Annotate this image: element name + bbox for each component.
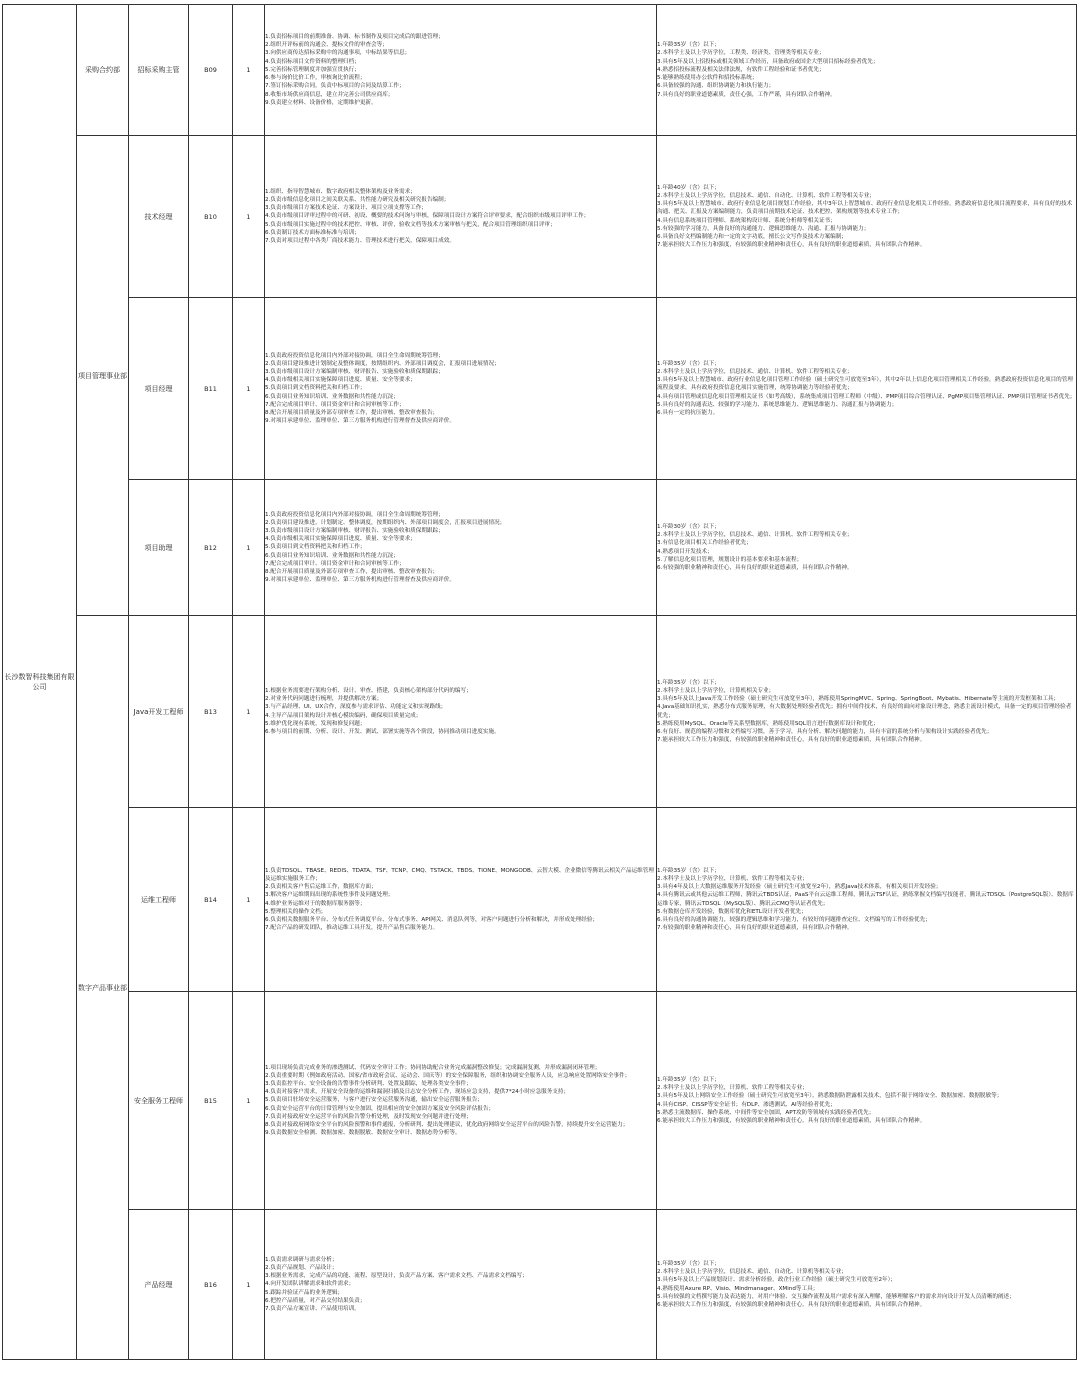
- list-item: 7.能承担较大工作压力和强度，有较强的职业精神和责任心，具有良好的职业道德素质，具有团队合作精神。: [657, 737, 926, 744]
- list-item: 5.有较强的学习能力，具备良好的沟通能力、逻辑思维能力、沟通、汇报与协调能力；: [657, 225, 870, 232]
- list-item: 1.年龄35岁（含）以下；: [657, 679, 720, 686]
- list-item: 4.具有CISP、CISSP等安全证书；有DLP、渗透测试、AI等经验者优先；: [657, 1101, 836, 1108]
- list-item: 4.熟悉招投标流程及相关法律法规，有软件工程经验和证书者优先；: [657, 66, 825, 73]
- list-item: 3.向供应商传达招标采购中的沟通事项，中标结果等信息；: [265, 50, 411, 57]
- table-row: [3, 5, 1077, 136]
- headcount: 1: [246, 1096, 251, 1105]
- position-code: B09: [204, 66, 217, 74]
- list-item: 2.负责产品规划、产品设计；: [265, 1264, 338, 1271]
- headcount: 1: [246, 212, 251, 221]
- requirements-list: [657, 867, 1076, 933]
- duties-cell: [265, 136, 657, 298]
- list-item: 2.负责项目建设推进计划制定及整体调度，按期组织内、外部项目调度会，汇报项目进展情况；: [265, 360, 500, 367]
- list-item: 4.具有信息系统项目管理师、系统架构设计师、系统分析师等相关证书；: [657, 217, 836, 224]
- list-item: 5.整理相关的操作文档；: [265, 908, 327, 915]
- table-row: [3, 616, 1077, 808]
- list-item: 5.完善招标管理制度并加强宣贯执行；: [265, 66, 360, 73]
- department-name: 采购合约部: [85, 66, 120, 74]
- position-title: 产品经理: [144, 1280, 173, 1289]
- list-item: 1.负责政府投资信息化项目内外部对接协调，项目全生命周期统筹管理；: [265, 511, 444, 518]
- duties-list: [265, 33, 656, 107]
- headcount-cell: [233, 616, 265, 808]
- list-item: 4.负责市级项目评审过程中的可研、初设、概要的技术问询与审核，保障项目设计方案符合评审要求，配合组织市级项目评审工作；: [265, 213, 590, 220]
- table-body: [3, 5, 1077, 1360]
- list-item: 1.年龄35岁（含）以下；: [657, 42, 720, 49]
- position-title: 运维工程师: [141, 895, 176, 904]
- duties-cell: [265, 992, 657, 1210]
- duties-cell: [265, 480, 657, 616]
- position-code-cell: [189, 136, 233, 298]
- duties-list: [265, 188, 656, 245]
- list-item: 4.负责招标项目文件资料的整理归档；: [265, 58, 360, 65]
- headcount-cell: [233, 480, 265, 616]
- list-item: 4.熟悉项目开发技术；: [657, 548, 713, 555]
- list-item: 5.熟练使用MySQL、Oracle等关系型数据库，熟练使用SQL语言进行数据库设计和优化；: [657, 720, 879, 727]
- headcount-cell: [233, 992, 265, 1210]
- list-item: 7.能承担较大工作压力和强度，有较强的职业精神和责任心，具有良好的职业道德素质，具有团队合作精神。: [657, 242, 926, 249]
- list-item: 3.负责监控平台、安全设备的告警事件分析研判、处置及跟踪，处理各类安全事件；: [265, 1080, 472, 1087]
- department-name: 项目管理事业部: [78, 371, 127, 380]
- table-row: [3, 136, 1077, 298]
- list-item: 4.主导产品项目架构设计并核心模块编码，确保项目质量完成；: [265, 712, 422, 719]
- requirements-cell: [657, 1210, 1077, 1360]
- position-code: B14: [204, 895, 217, 904]
- requirements-list: [657, 41, 1076, 98]
- list-item: 5.负责项目驻场安全运营服务，与客户进行安全运营服务沟通，输出安全运营服务报告；: [265, 1097, 483, 1104]
- list-item: 2.负责重要时期（例如政府活动、国家/省市政府会议、运动会、国庆等）的安全保障服务，组织和协调安全服务人员，应急响应处置网络安全事件；: [265, 1072, 631, 1079]
- table-row: [3, 808, 1077, 992]
- department-cell: [77, 616, 129, 1360]
- list-item: 9.负责建立材料、设备价格，定期维护更新。: [265, 99, 377, 106]
- company-cell: [3, 5, 77, 1360]
- position-code: B15: [204, 1096, 217, 1105]
- position-title: 项目助理: [144, 543, 173, 552]
- position-title-cell: [129, 480, 189, 616]
- position-code-cell: [189, 992, 233, 1210]
- list-item: 1.根据业务需要进行架构分析、设计、审查、搭建，负责核心架构部分代码的编写；: [265, 687, 472, 694]
- list-item: 2.本科学士及以上学历学位，工程类、经济类、管理类等相关专业；: [657, 50, 825, 57]
- position-title-cell: [129, 808, 189, 992]
- duties-cell: [265, 1210, 657, 1360]
- list-item: 6.负责项目业务知识培训、业务数据和共性能力沉淀；: [265, 393, 399, 400]
- list-item: 9.对项目承建单位、监理单位、第三方服务机构进行管理督查及供应商评价。: [265, 418, 455, 425]
- requirements-cell: [657, 480, 1077, 616]
- position-code-cell: [189, 480, 233, 616]
- list-item: 5.具有良好的沟通表达、较强的学习能力、系统思维能力、逻辑思维能力、沟通汇报与协调能力；: [657, 401, 898, 408]
- list-item: 3.解决客户运维期间出现的系统性事件及问题处理；: [265, 892, 394, 899]
- list-item: 7.负责对接政府安全运营平台的风险告警分析处理，及时发现安全问题并进行处理；: [265, 1113, 472, 1120]
- duties-list: [265, 1064, 656, 1138]
- position-code-cell: [189, 5, 233, 136]
- list-item: 1.项目现场负责完成业务的渗透测试、代码安全审计工作；协同协助配合业务完成漏洞整改修复；完成漏洞复测，并形成漏洞闭环管理；: [265, 1064, 601, 1071]
- list-item: 2.本科学士及以上学历学位，计算机、软件工程等相关专业；: [657, 875, 808, 882]
- list-item: 3.具有5年及以上智慧城市、政府行业信息化项目规划工作经验，其中3年以上智慧城市、政府行业信息化相关工作经验，熟悉政府信息化项目流程要求，具有良好的技术沟通、把关、汇报及方案编制能力，负责项目前期技术论证、技术把控、架构规划等技术专业工作；: [657, 201, 1073, 216]
- position-title: 技术经理: [144, 212, 173, 221]
- position-title-cell: [129, 136, 189, 298]
- list-item: 6.有较强的职业精神和责任心，具有良好的职业道德素质，具有团队合作精神。: [657, 564, 853, 571]
- list-item: 4.负责对接客户需求，开展安全设备的运维和漏洞扫描及日志安全分析工作，现场应急支持，提供7*24小时应急服务支持；: [265, 1089, 570, 1096]
- requirements-list: [657, 360, 1076, 417]
- list-item: 4.负责市级相关项目实施保障项目进度、质量、安全等要求；: [265, 536, 416, 543]
- list-item: 3.有信息化项目相关工作经验者优先；: [657, 540, 752, 547]
- list-item: 8.配合开展项目质量及外部专项审查工作，提出审核、整改审查报告；: [265, 569, 439, 575]
- requirements-cell: [657, 992, 1077, 1210]
- list-item: 9.负责数据安全检测、数据加密、数据脱敏、数据安全审计、数据态势分析等。: [265, 1130, 461, 1137]
- list-item: 4.负责市级相关项目实施保障项目进度、质量、安全等要求；: [265, 377, 416, 384]
- table-row: [3, 1210, 1077, 1360]
- department-cell: [77, 136, 129, 616]
- list-item: 1.负责政府投资信息化项目内外部对接协调，项目全生命周期统筹管理；: [265, 352, 444, 359]
- position-title: 安全服务工程师: [134, 1096, 183, 1105]
- list-item: 5.熟悉主流数据库、操作系统、中间件等安全加固，APT攻防等领域有实践经验者优先；: [657, 1109, 875, 1116]
- list-item: 2.组织开评标前的沟通会、提标文件的审查会等；: [265, 42, 388, 49]
- table-row: [3, 298, 1077, 480]
- duties-cell: [265, 298, 657, 480]
- headcount: 1: [246, 384, 251, 393]
- list-item: 1.年龄35岁（含）以下；: [657, 1076, 720, 1083]
- position-code: B10: [204, 212, 217, 221]
- list-item: 5.具有较强的文档撰写能力及表达能力，对用户体验、交互操作流程及用户需求有深入理解，能够理解客户的需求并向设计开发人员清晰的阐述；: [657, 1293, 1015, 1300]
- requirements-list: [657, 523, 1076, 572]
- list-item: 2.本科学士及以上学历学位，信息技术、通信、计算机、软件工程等相关专业；: [657, 368, 853, 375]
- position-title-cell: [129, 298, 189, 480]
- headcount-cell: [233, 136, 265, 298]
- list-item: 3.具有5年及以上产品规划设计、需求分析经验，政企行业工作经验（硕士研究生可放宽至2年）；: [657, 1277, 896, 1284]
- position-code-cell: [189, 616, 233, 808]
- company-name: 长沙数智科技集团有限公司: [4, 673, 75, 691]
- department-cell: [77, 5, 129, 136]
- list-item: 2.本科学士及以上学历学位，计算机相关专业；: [657, 687, 775, 694]
- list-item: 6.负责项目业务知识培训、业务数据和共性能力沉淀；: [265, 552, 399, 559]
- requirements-cell: [657, 616, 1077, 808]
- list-item: 1.负责需求调研与需求分析；: [265, 1256, 338, 1263]
- list-item: 2.本科学士及以上学历学位，信息技术、通信、计算机、软件工程等相关专业；: [657, 532, 853, 539]
- headcount: 1: [246, 707, 251, 716]
- list-item: 2.负责项目建设推进，计划制定、整体调度，按期组织内、外部项目调度会，汇报项目进展情况；: [265, 519, 506, 526]
- list-item: 1.年龄35岁（含）以下；: [657, 1260, 720, 1267]
- list-item: 1.年龄35岁（含）以下；: [657, 867, 720, 874]
- position-title-cell: [129, 992, 189, 1210]
- headcount: 1: [246, 1280, 251, 1289]
- headcount: 1: [246, 895, 251, 904]
- headcount: 1: [246, 543, 251, 552]
- duties-cell: [265, 5, 657, 136]
- list-item: 6.能承担较大工作压力和强度，有较强的职业精神和责任心，具有良好的职业道德素质，具有团队合作精神。: [657, 1117, 926, 1124]
- list-item: 6.负责安全运营平台的日常管理与安全加固，提出相应的安全加固方案及安全风险评估报告；: [265, 1105, 495, 1112]
- headcount-cell: [233, 1210, 265, 1360]
- list-item: 1.负责TDSQL、TBASE、REDIS、TDATA、TSF、TCNP、CMQ、TSTACK、TBDS、TIONE、MONGODB、云智大模、企业微信等腾讯云相关产品运维管理及运维实施服务工作；: [265, 867, 654, 882]
- position-code-cell: [189, 298, 233, 480]
- position-code: B11: [204, 384, 217, 393]
- requirements-list: [657, 1260, 1076, 1309]
- requirements-cell: [657, 298, 1077, 480]
- position-title-cell: [129, 616, 189, 808]
- position-code: B13: [204, 707, 217, 716]
- list-item: 6.有良好、规范的编程习惯和文档编写习惯，善于学习，具有分析、解决问题的能力，具有丰富的系统分析与架构设计实践经验者优先；: [657, 728, 993, 735]
- list-item: 5.负责项目到文档资料把关和归档工作；: [265, 544, 366, 551]
- table-row: [3, 992, 1077, 1210]
- list-item: 2.本科学士及以上学历学位，信息技术、通信、自动化、计算机等相关专业；: [657, 1269, 847, 1276]
- list-item: 4.Java基础知识扎实，熟悉分布式服务原理，有大数据处理经验者优先；拥有中间件技术，有良好的面向对象设计理念，熟悉主流设计模式，具备一定的项目管理经验者优先；: [657, 704, 1072, 719]
- position-code: B16: [204, 1280, 217, 1289]
- list-item: 4.向开发团队讲解需求和软件需求；: [265, 1281, 355, 1288]
- duties-cell: [265, 616, 657, 808]
- position-title: Java开发工程师: [133, 707, 184, 716]
- list-item: 8.收集市场供应商信息，建立并完善公司供应商库；: [265, 91, 394, 98]
- list-item: 3.与产品经理、UI、UX合作，深度参与需求评估、功能定义和实现路线；: [265, 704, 447, 711]
- list-item: 7.签订招标采购合同，负责中标项目的合同及结算工作；: [265, 83, 405, 90]
- list-item: 3.负责市级项目设计方案编制审核、财评报告、实施验收和质保期跟踪；: [265, 527, 444, 534]
- list-item: 7.负责对项目过程中各类厂商技术能力、管理技术进行把关，保障项目成效。: [265, 238, 455, 244]
- requirements-cell: [657, 136, 1077, 298]
- position-code-cell: [189, 808, 233, 992]
- list-item: 5.能够熟练使用办公软件和招投标系统；: [657, 75, 758, 82]
- list-item: 6.具有良好的沟通协调能力，较强的逻辑思维和学习能力，有较好的问题排查定位、文档编写的工作经验优先；: [657, 916, 931, 923]
- list-item: 2.本科学士及以上学历学位，计算机、软件工程等相关专业；: [657, 1085, 808, 1092]
- list-item: 2.对业务代码问题进行梳理，并提供解决方案；: [265, 696, 383, 703]
- list-item: 7.配合产品的研发团队，推动运维工具开发，提升产品售后服务能力。: [265, 925, 439, 932]
- list-item: 7.负责产品方案宣讲、产品使用培训。: [265, 1306, 360, 1312]
- list-item: 5.负责市级项目实施过程中的技术把控、审核、评价，验收文档等技术方案审核与把关，配合项目管理组织项目评审；: [265, 221, 556, 228]
- position-code: B12: [204, 543, 217, 552]
- list-item: 3.具有5年及以上智慧城市、政府行业信息化项目管理工作经验（硕士研究生可放宽至3年），其中2年以上信息化项目管理相关工作经验，熟悉政府投资信息化项目的管理流程及要求，具有政府投资信息化项目实施管理，统筹协调能力等经验者优先；: [657, 377, 1073, 392]
- list-item: 4.具有项目管理或信息化项目管理相关证书（如考高级），系统集成项目管理工程师（中级）、PMP项目综合管理认证、PgMP项目集管理认证、PMP项目管理证书者优先；: [657, 393, 1076, 400]
- list-item: 3.具有4年及以上大数据运维服务开发经验（硕士研究生可放宽至2年），熟悉Java技术体系，有相关项目开发经验；: [657, 884, 942, 891]
- position-title: 项目经理: [144, 384, 173, 393]
- list-item: 6.把控产品质量，对产品交付结果负责；: [265, 1297, 366, 1304]
- list-item: 2.负责相关客户售后运维工作，数据库方面；: [265, 884, 377, 891]
- list-item: 9.对项目承建单位、监理单位、第三方服务机构进行管理督查及供应商评价。: [265, 577, 455, 584]
- list-item: 7.配合完成项目审计、项目资金审计和合同审核等工作；: [265, 401, 405, 408]
- list-item: 6.能承担较大工作压力和强度，有较强的职业精神和责任心，具有良好的职业道德素质，具有团队合作精神。: [657, 1301, 926, 1308]
- list-item: 7.有较强的职业精神和责任心，具有良好的职业道德素质，具有团队合作精神。: [657, 925, 853, 932]
- list-item: 3.具有5年及以上招投标或相关领域工作经历，具备政府或国企大型项目招标经验者优先；: [657, 58, 879, 65]
- list-item: 6.负责制订技术方面标准标准与培训；: [265, 229, 360, 236]
- list-item: 3.负责市级项目设计方案编制审核、财评报告、实施验收和质保期跟踪；: [265, 368, 444, 375]
- list-item: 5.维护优化现有系统，发现和修复问题；: [265, 720, 366, 727]
- duties-list: [265, 1256, 656, 1313]
- table-row: [3, 480, 1077, 616]
- list-item: 6.参与询价比价工作，审核询比价流程；: [265, 75, 366, 82]
- requirements-list: [657, 679, 1076, 745]
- headcount-cell: [233, 808, 265, 992]
- department-name: 数字产品事业部: [78, 983, 127, 992]
- position-title-cell: [129, 1210, 189, 1360]
- duties-cell: [265, 808, 657, 992]
- duties-list: [265, 511, 656, 585]
- list-item: 1.负责招标项目的前期准备、协调、标书制作及项目完成后的跟进管理；: [265, 34, 444, 41]
- list-item: 2.负责市级信息化项目之间关联关系、共性能力研究及相关研究报告编制；: [265, 196, 450, 203]
- list-item: 3.根据业务需求，完成产品的功能、流程、原型设计，负责产品方案、客户需求文档、产品需求文档编写；: [265, 1273, 528, 1280]
- duties-list: [265, 687, 656, 736]
- position-code-cell: [189, 1210, 233, 1360]
- position-title-cell: [129, 5, 189, 136]
- list-item: 7.具有良好的职业道德素质，责任心强，工作严谨，具有团队合作精神。: [657, 91, 836, 98]
- list-item: 6.负责相关数据服务平台、分布式任务调度平台、分布式事务、API网关、消息队列等，对客户问题进行分析和解决，并形成处理经验；: [265, 916, 599, 923]
- list-item: 4.维护业务运维对于的数据库服务器等；: [265, 900, 366, 907]
- headcount-cell: [233, 5, 265, 136]
- requirements-list: [657, 184, 1076, 250]
- headcount-cell: [233, 298, 265, 480]
- list-item: 1.组织、指导智慧城市、数字政府相关整体架构及业务需求；: [265, 188, 416, 195]
- list-item: 5.了解信息化项目管理，规划设计的基本要求和基本流程；: [657, 556, 803, 563]
- list-item: 6.具备良好文档编制能力和一定的文字功底，擅长公文写作及技术方案编制；: [657, 233, 847, 240]
- list-item: 8.负责对接政府网络安全平台的风险预警和事件通报，分析研判、提出处理建议，优化政府网络安全运营平台的风险告警，持续提升安全运营能力；: [265, 1122, 629, 1128]
- duties-list: [265, 352, 656, 426]
- requirements-cell: [657, 808, 1077, 992]
- list-item: 7.配合完成项目审计、项目资金审计和合同审核等工作；: [265, 560, 405, 567]
- list-item: 1.年龄30岁（含）以下；: [657, 523, 720, 530]
- list-item: 5.负责项目到文档资料把关和归档工作；: [265, 385, 366, 392]
- list-item: 3.负责市级项目方案技术论证、方案设计、项目立项支撑等工作；: [265, 205, 427, 212]
- position-title: 招标采购主管: [137, 66, 180, 74]
- list-item: 3.具有5年及以上Java开发工作经验（硕士研究生可放宽至3年），熟练使用SpringMVC、Spring、SpringBoot、Mybatis、Hibernate等主流的开发框架和工具；: [657, 696, 1060, 703]
- list-item: 5.跟踪并验证产品的业务逻辑；: [265, 1289, 344, 1296]
- headcount: 1: [246, 66, 251, 74]
- list-item: 5.有数据仓库开发经验，数据库优化和ETL设计开发者优先；: [657, 908, 807, 915]
- list-item: 6.具有一定的抗压能力。: [657, 410, 719, 416]
- list-item: 1.年龄40岁（含）以下；: [657, 184, 720, 191]
- list-item: 8.配合开展项目质量及外部专项审查工作，提出审核、整改审查报告；: [265, 410, 439, 416]
- recruitment-table: [2, 4, 1077, 1360]
- list-item: 2.本科学士及以上学历学位，信息技术、通信、自动化、计算机、软件工程等相关专业；: [657, 192, 875, 199]
- duties-list: [265, 867, 656, 933]
- list-item: 3.具有5年及以上网络安全工作经验（硕士研究生可放宽至3年），熟悉数据防泄露相关技术，包括不限于网络安全、数据加密、数据脱敏等；: [657, 1093, 1003, 1100]
- list-item: 6.参与项目的前期、分析、设计、开发、测试、部署实施等各个阶段，协同推动项目进度实施。: [265, 728, 500, 735]
- list-item: 6.具备较强的沟通、组织协调能力和执行能力；: [657, 83, 775, 90]
- requirements-cell: [657, 5, 1077, 136]
- requirements-list: [657, 1076, 1076, 1125]
- list-item: 4.具有腾讯云或其他云运维工程师，腾讯云TBDS认证，PaaS平台云运维工程师，腾讯云TSF认证，熟练掌握文档编写技能者，腾讯云TDSQL（PostgreSQL版）、数据库运维专家，腾讯云TDSQL（MySQL版）、腾讯云CMQ等认证者优先；: [657, 892, 1074, 907]
- list-item: 1.年龄35岁（含）以下；: [657, 360, 720, 367]
- list-item: 4.熟练使用Axure RP、Visio、Mindmanager、XMind等工具；: [657, 1285, 819, 1292]
